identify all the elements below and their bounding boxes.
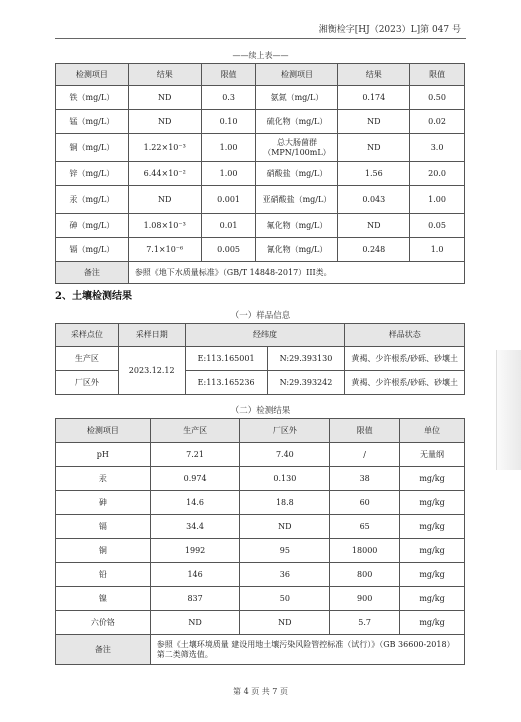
table-row bbox=[56, 186, 465, 214]
item-cell: 镉（mg/L） bbox=[56, 238, 129, 262]
site-cell: 厂区外 bbox=[56, 371, 119, 395]
limit-cell: 38 bbox=[330, 467, 400, 491]
item-cell: 氟化物（mg/L） bbox=[256, 214, 338, 238]
item-cell: 氨氮（mg/L） bbox=[256, 86, 338, 110]
result-cell: 1.56 bbox=[338, 162, 410, 186]
header-cell: 采样日期 bbox=[118, 324, 185, 347]
table-row bbox=[56, 515, 465, 539]
table-row bbox=[56, 611, 465, 635]
item-cell: 铜（mg/L） bbox=[56, 134, 129, 162]
result-cell: ND bbox=[128, 110, 201, 134]
page-number: 第 4 页 共 7 页 bbox=[233, 687, 288, 696]
value-cell: 7.21 bbox=[150, 443, 240, 467]
item-cell: 氰化物（mg/L） bbox=[256, 238, 338, 262]
state-cell: 黄褐、少许根系/砂砾、砂壤土 bbox=[345, 371, 465, 395]
value-cell: 146 bbox=[150, 563, 240, 587]
item-cell: 锰（mg/L） bbox=[56, 110, 129, 134]
limit-cell: 65 bbox=[330, 515, 400, 539]
unit-cell: mg/kg bbox=[400, 587, 465, 611]
item-cell: 镍 bbox=[56, 587, 151, 611]
header-cell: 采样点位 bbox=[56, 324, 119, 347]
table-row bbox=[56, 587, 465, 611]
table-row bbox=[56, 563, 465, 587]
header-cell: 检测项目 bbox=[256, 64, 338, 86]
unit-cell: mg/kg bbox=[400, 467, 465, 491]
limit-cell: 20.0 bbox=[410, 162, 465, 186]
value-cell: ND bbox=[150, 611, 240, 635]
lat-cell: N:29.393242 bbox=[267, 371, 345, 395]
header-cell: 结果 bbox=[128, 64, 201, 86]
value-cell: ND bbox=[240, 515, 330, 539]
lat-cell: N:29.393130 bbox=[267, 347, 345, 371]
table-row bbox=[56, 371, 465, 395]
results-title: （二）检测结果 bbox=[230, 406, 291, 416]
limit-cell: 0.01 bbox=[201, 214, 256, 238]
result-cell: ND bbox=[338, 134, 410, 162]
table-row bbox=[56, 491, 465, 515]
value-cell: 1992 bbox=[150, 539, 240, 563]
site-cell: 生产区 bbox=[56, 347, 119, 371]
value-cell: 7.40 bbox=[240, 443, 330, 467]
header-cell: 检测项目 bbox=[56, 64, 129, 86]
lon-cell: E:113.165001 bbox=[185, 347, 267, 371]
limit-cell: 1.00 bbox=[201, 134, 256, 162]
item-cell: 砷（mg/L） bbox=[56, 214, 129, 238]
note-label: 备注 bbox=[56, 262, 129, 284]
note-text: 参照《地下水质量标准》（GB/T 14848-2017）III类。 bbox=[128, 262, 464, 284]
item-cell: 亚硝酸盐（mg/L） bbox=[256, 186, 338, 214]
header-cell: 厂区外 bbox=[240, 419, 330, 443]
header-cell: 限值 bbox=[201, 64, 256, 86]
limit-cell: 0.005 bbox=[201, 238, 256, 262]
item-cell: pH bbox=[56, 443, 151, 467]
result-cell: 1.22×10⁻³ bbox=[128, 134, 201, 162]
result-cell: 1.08×10⁻³ bbox=[128, 214, 201, 238]
state-cell: 黄褐、少许根系/砂砾、砂壤土 bbox=[345, 347, 465, 371]
document-number: 湘衡检字[HJ（2023）L]第 047 号 bbox=[318, 25, 461, 35]
header-cell: 生产区 bbox=[150, 419, 240, 443]
value-cell: 837 bbox=[150, 587, 240, 611]
limit-cell: 1.00 bbox=[201, 162, 256, 186]
result-cell: ND bbox=[128, 86, 201, 110]
result-cell: 0.248 bbox=[338, 238, 410, 262]
edge-stamp-strip bbox=[496, 350, 521, 470]
item-cell: 汞 bbox=[56, 467, 151, 491]
limit-cell: 800 bbox=[330, 563, 400, 587]
limit-cell: 0.10 bbox=[201, 110, 256, 134]
sample-info-table bbox=[55, 323, 465, 395]
result-cell: 7.1×10⁻⁶ bbox=[128, 238, 201, 262]
result-cell: 6.44×10⁻² bbox=[128, 162, 201, 186]
item-cell: 六价铬 bbox=[56, 611, 151, 635]
item-cell: 汞（mg/L） bbox=[56, 186, 129, 214]
table-header-row bbox=[56, 64, 465, 86]
soil-results-table bbox=[55, 418, 465, 665]
limit-cell: 0.50 bbox=[410, 86, 465, 110]
limit-cell: / bbox=[330, 443, 400, 467]
value-cell: 50 bbox=[240, 587, 330, 611]
table-row bbox=[56, 86, 465, 110]
table-row bbox=[56, 162, 465, 186]
result-cell: 0.043 bbox=[338, 186, 410, 214]
result-cell: 0.174 bbox=[338, 86, 410, 110]
header-cell: 单位 bbox=[400, 419, 465, 443]
limit-cell: 3.0 bbox=[410, 134, 465, 162]
unit-cell: mg/kg bbox=[400, 491, 465, 515]
value-cell: 14.6 bbox=[150, 491, 240, 515]
value-cell: 0.974 bbox=[150, 467, 240, 491]
header-cell: 限值 bbox=[410, 64, 465, 86]
table-header-row bbox=[56, 419, 465, 443]
value-cell: ND bbox=[240, 611, 330, 635]
table-row bbox=[56, 467, 465, 491]
header-cell: 样品状态 bbox=[345, 324, 465, 347]
sample-info-title: （一）样品信息 bbox=[230, 311, 291, 321]
unit-cell: mg/kg bbox=[400, 611, 465, 635]
note-row bbox=[56, 635, 465, 665]
unit-cell: mg/kg bbox=[400, 563, 465, 587]
table-header-row bbox=[56, 324, 465, 347]
table-row bbox=[56, 443, 465, 467]
header-cell: 经纬度 bbox=[185, 324, 345, 347]
item-cell: 铁（mg/L） bbox=[56, 86, 129, 110]
value-cell: 0.130 bbox=[240, 467, 330, 491]
item-cell: 硫化物（mg/L） bbox=[256, 110, 338, 134]
continued-label: ——续上表—— bbox=[232, 51, 289, 60]
unit-cell: 无量纲 bbox=[400, 443, 465, 467]
water-results-table bbox=[55, 63, 465, 284]
table-row bbox=[56, 110, 465, 134]
table-row bbox=[56, 347, 465, 371]
result-cell: ND bbox=[128, 186, 201, 214]
value-cell: 36 bbox=[240, 563, 330, 587]
limit-cell: 0.001 bbox=[201, 186, 256, 214]
item-cell: 铅 bbox=[56, 563, 151, 587]
result-cell: ND bbox=[338, 110, 410, 134]
unit-cell: mg/kg bbox=[400, 515, 465, 539]
value-cell: 18.8 bbox=[240, 491, 330, 515]
header-rule bbox=[55, 38, 466, 39]
table-row bbox=[56, 134, 465, 162]
limit-cell: 0.05 bbox=[410, 214, 465, 238]
limit-cell: 0.3 bbox=[201, 86, 256, 110]
limit-cell: 900 bbox=[330, 587, 400, 611]
note-label: 备注 bbox=[56, 635, 151, 665]
limit-cell: 5.7 bbox=[330, 611, 400, 635]
table-row bbox=[56, 214, 465, 238]
table-row bbox=[56, 539, 465, 563]
item-cell: 砷 bbox=[56, 491, 151, 515]
lon-cell: E:113.165236 bbox=[185, 371, 267, 395]
header-cell: 结果 bbox=[338, 64, 410, 86]
section-title: 2、土壤检测结果 bbox=[55, 291, 132, 302]
limit-cell: 1.0 bbox=[410, 238, 465, 262]
note-text: 参照《土壤环境质量 建设用地土壤污染风险管控标准（试行）》（GB 36600-2018）第二类筛选值。 bbox=[150, 635, 464, 665]
note-row bbox=[56, 262, 465, 284]
header-cell: 检测项目 bbox=[56, 419, 151, 443]
limit-cell: 18000 bbox=[330, 539, 400, 563]
limit-cell: 60 bbox=[330, 491, 400, 515]
limit-cell: 1.00 bbox=[410, 186, 465, 214]
item-cell: 镉 bbox=[56, 515, 151, 539]
header-cell: 限值 bbox=[330, 419, 400, 443]
unit-cell: mg/kg bbox=[400, 539, 465, 563]
item-cell: 总大肠菌群（MPN/100mL） bbox=[256, 134, 338, 162]
value-cell: 95 bbox=[240, 539, 330, 563]
item-cell: 锌（mg/L） bbox=[56, 162, 129, 186]
item-cell: 硝酸盐（mg/L） bbox=[256, 162, 338, 186]
value-cell: 34.4 bbox=[150, 515, 240, 539]
table-row bbox=[56, 238, 465, 262]
date-cell: 2023.12.12 bbox=[118, 347, 185, 395]
limit-cell: 0.02 bbox=[410, 110, 465, 134]
item-cell: 铜 bbox=[56, 539, 151, 563]
result-cell: ND bbox=[338, 214, 410, 238]
